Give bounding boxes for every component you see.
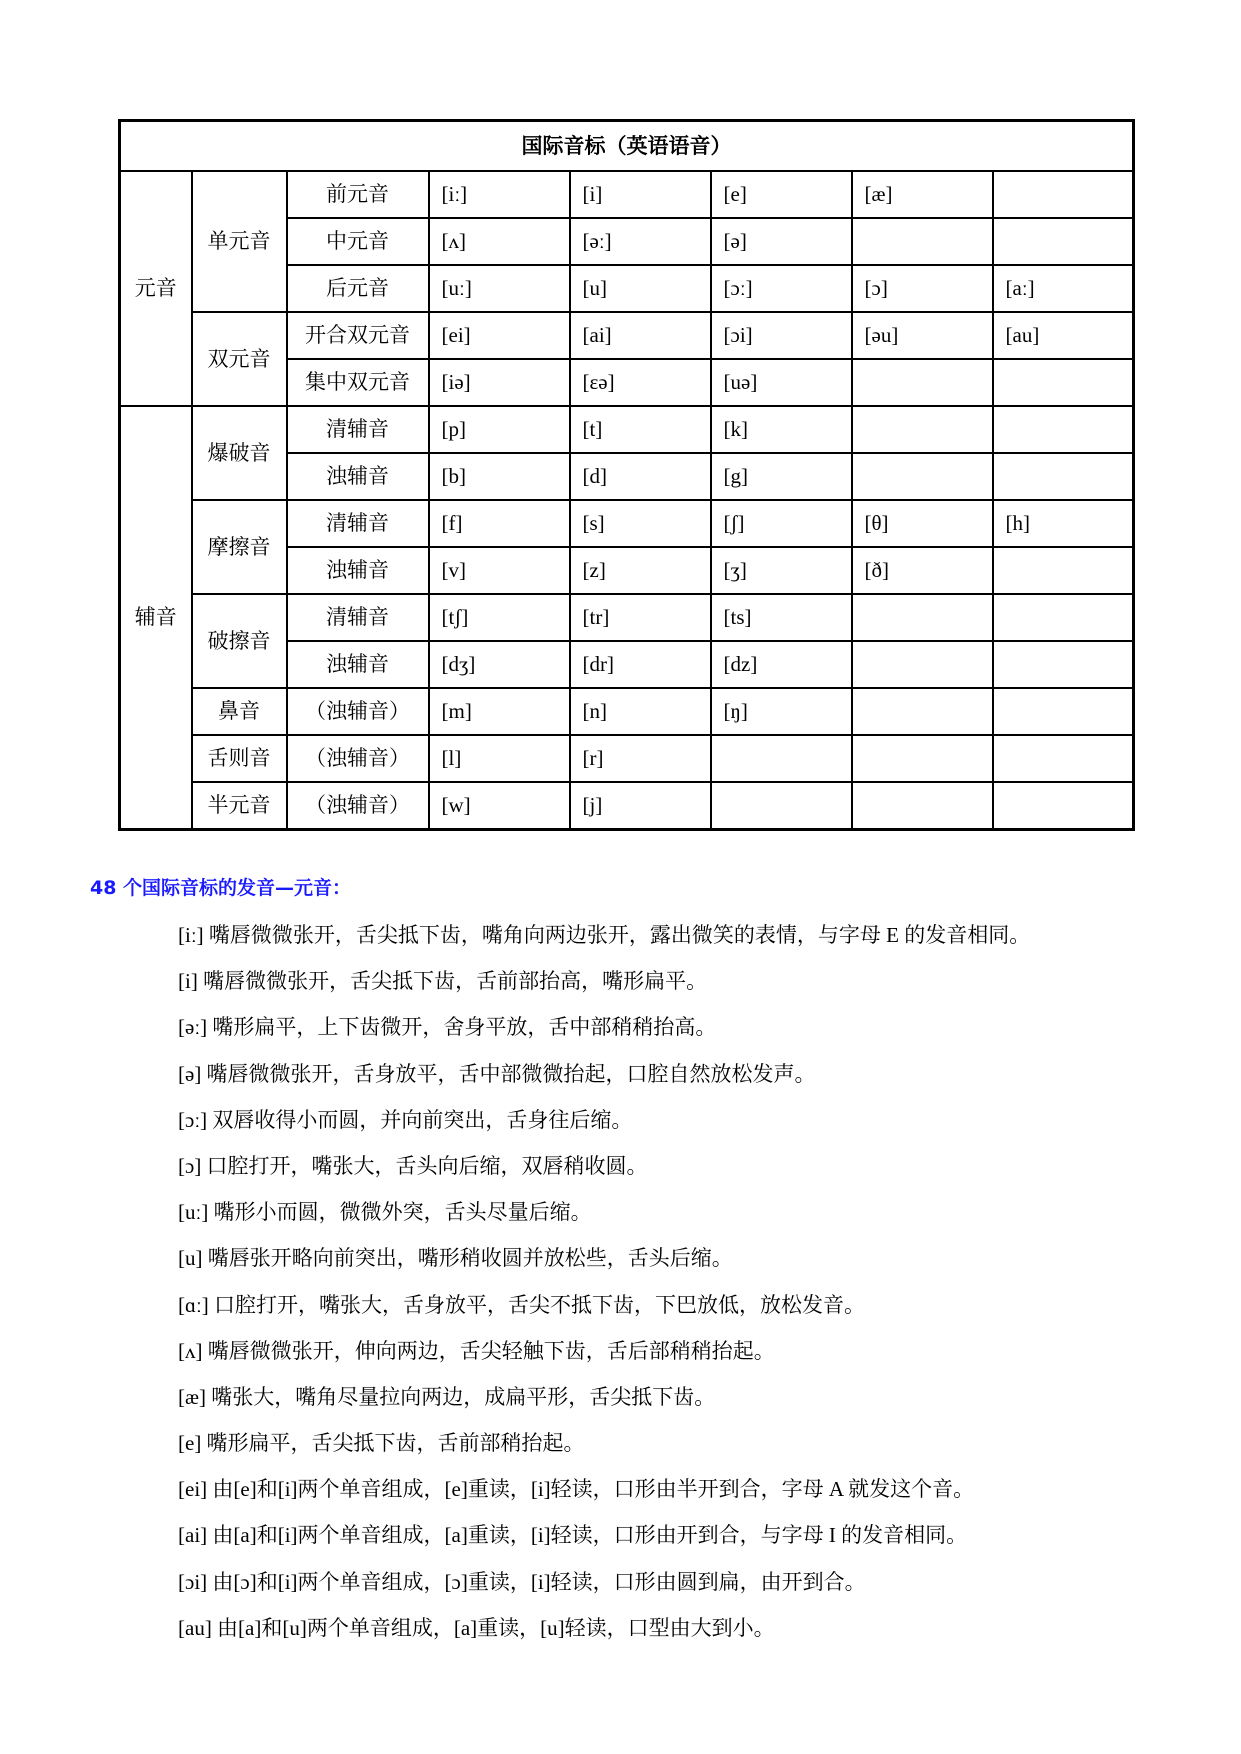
phonetic-symbol bbox=[852, 688, 993, 735]
phonetic-symbol bbox=[852, 782, 993, 830]
pronunciation-list bbox=[178, 912, 1030, 1651]
list-item: [ɔ] 口腔打开，嘴张大，舌头向后缩，双唇稍收圆。 bbox=[178, 1153, 648, 1178]
sound-type: 清辅音 bbox=[287, 406, 429, 453]
phonetic-symbol bbox=[993, 782, 1134, 830]
phonetic-symbol bbox=[852, 359, 993, 406]
phonetic-symbol bbox=[993, 547, 1134, 594]
phonetic-symbol: [h] bbox=[993, 500, 1134, 547]
phonetic-symbol: [tʃ] bbox=[429, 594, 570, 641]
table-row bbox=[120, 594, 1134, 641]
phonetic-symbol bbox=[993, 735, 1134, 782]
phonetic-symbol: [dr] bbox=[570, 641, 711, 688]
phonetic-symbol: [ɔi] bbox=[711, 312, 852, 359]
list-item: [ɔː] 双唇收得小而圆，并向前突出，舌身往后缩。 bbox=[178, 1107, 633, 1132]
sound-type: 清辅音 bbox=[287, 500, 429, 547]
group-label: 爆破音 bbox=[192, 406, 287, 500]
phonetic-symbol bbox=[993, 218, 1134, 265]
sound-type: （浊辅音） bbox=[287, 782, 429, 830]
phonetic-symbol: [i] bbox=[570, 171, 711, 218]
section-heading: 48 个国际音标的发音—元音： bbox=[90, 877, 352, 899]
list-item: [e] 嘴形扁平，舌尖抵下齿，舌前部稍抬起。 bbox=[178, 1431, 585, 1456]
sound-type: 浊辅音 bbox=[287, 547, 429, 594]
phonetic-symbol: [uə] bbox=[711, 359, 852, 406]
phonetic-symbol: [æ] bbox=[852, 171, 993, 218]
phonetic-symbol: [z] bbox=[570, 547, 711, 594]
phonetic-symbol: [ts] bbox=[711, 594, 852, 641]
list-item: [i] 嘴唇微微张开，舌尖抵下齿，舌前部抬高，嘴形扁平。 bbox=[178, 969, 708, 994]
phonetic-symbol: [m] bbox=[429, 688, 570, 735]
phonetic-symbol: [v] bbox=[429, 547, 570, 594]
sound-type: 清辅音 bbox=[287, 594, 429, 641]
group-label: 摩擦音 bbox=[192, 500, 287, 594]
phonetic-symbol bbox=[993, 641, 1134, 688]
phonetic-symbol: [ɔː] bbox=[711, 265, 852, 312]
sound-type: 浊辅音 bbox=[287, 453, 429, 500]
phonetic-symbol bbox=[993, 171, 1134, 218]
list-item: [au] 由[a]和[u]两个单音组成，[a]重读，[u]轻读，口型由大到小。 bbox=[178, 1615, 775, 1640]
phonetic-symbol bbox=[993, 688, 1134, 735]
group-label: 半元音 bbox=[192, 782, 287, 830]
phonetic-symbol: [r] bbox=[570, 735, 711, 782]
phonetic-symbol: [b] bbox=[429, 453, 570, 500]
list-item: [uː] 嘴形小而圆，微微外突，舌头尽量后缩。 bbox=[178, 1200, 592, 1225]
phonetic-symbol: [iə] bbox=[429, 359, 570, 406]
phonetic-symbol: [ð] bbox=[852, 547, 993, 594]
category-label: 辅音 bbox=[120, 406, 192, 830]
phonetic-symbol: [θ] bbox=[852, 500, 993, 547]
phonetic-symbol: [ʃ] bbox=[711, 500, 852, 547]
phonetic-symbol: [au] bbox=[993, 312, 1134, 359]
phonetic-symbol: [əː] bbox=[570, 218, 711, 265]
phonetic-symbol: [g] bbox=[711, 453, 852, 500]
sound-type: （浊辅音） bbox=[287, 735, 429, 782]
phonetic-symbol: [w] bbox=[429, 782, 570, 830]
group-label: 破擦音 bbox=[192, 594, 287, 688]
phonetic-symbol: [l] bbox=[429, 735, 570, 782]
table-row bbox=[120, 171, 1134, 218]
phonetic-symbol bbox=[852, 641, 993, 688]
phonetic-symbol: [ŋ] bbox=[711, 688, 852, 735]
phonetic-symbol: [aː] bbox=[993, 265, 1134, 312]
phonetic-symbol: [p] bbox=[429, 406, 570, 453]
phonetic-symbol: [tr] bbox=[570, 594, 711, 641]
phonetic-symbol bbox=[993, 453, 1134, 500]
phonetic-symbol: [j] bbox=[570, 782, 711, 830]
sound-type: 开合双元音 bbox=[287, 312, 429, 359]
sound-type: （浊辅音） bbox=[287, 688, 429, 735]
category-label: 元音 bbox=[120, 171, 192, 406]
phonetic-symbol bbox=[852, 453, 993, 500]
phonetic-symbol: [iː] bbox=[429, 171, 570, 218]
phonetic-symbol bbox=[711, 782, 852, 830]
group-label: 双元音 bbox=[192, 312, 287, 406]
phonetic-symbol bbox=[711, 735, 852, 782]
list-item: [əː] 嘴形扁平，上下齿微开，舍身平放，舌中部稍稍抬高。 bbox=[178, 1015, 717, 1040]
table-row bbox=[120, 312, 1134, 359]
phonetic-symbol: [u] bbox=[570, 265, 711, 312]
phonetic-symbol: [d] bbox=[570, 453, 711, 500]
phonetic-symbol bbox=[852, 406, 993, 453]
phonetic-symbol: [n] bbox=[570, 688, 711, 735]
ipa-table bbox=[118, 119, 1135, 831]
table-row bbox=[120, 735, 1134, 782]
table-row bbox=[120, 500, 1134, 547]
phonetic-symbol: [t] bbox=[570, 406, 711, 453]
list-item: [ai] 由[a]和[i]两个单音组成，[a]重读，[i]轻读，口形由开到合，与字母 I 的发音相同。 bbox=[178, 1523, 968, 1548]
phonetic-symbol: [e] bbox=[711, 171, 852, 218]
sound-type: 后元音 bbox=[287, 265, 429, 312]
group-label: 舌则音 bbox=[192, 735, 287, 782]
table-row bbox=[120, 688, 1134, 735]
sound-type: 浊辅音 bbox=[287, 641, 429, 688]
phonetic-symbol bbox=[993, 359, 1134, 406]
phonetic-symbol: [ʒ] bbox=[711, 547, 852, 594]
phonetic-symbol: [ɔ] bbox=[852, 265, 993, 312]
phonetic-symbol: [ʌ] bbox=[429, 218, 570, 265]
phonetic-symbol bbox=[993, 594, 1134, 641]
list-item: [æ] 嘴张大，嘴角尽量拉向两边，成扁平形，舌尖抵下齿。 bbox=[178, 1384, 716, 1409]
list-item: [ɑː] 口腔打开，嘴张大，舌身放平，舌尖不抵下齿，下巴放低，放松发音。 bbox=[178, 1292, 866, 1317]
list-item: [ə] 嘴唇微微张开，舌身放平，舌中部微微抬起，口腔自然放松发声。 bbox=[178, 1061, 816, 1086]
phonetic-symbol: [ei] bbox=[429, 312, 570, 359]
phonetic-symbol: [s] bbox=[570, 500, 711, 547]
phonetic-symbol bbox=[852, 735, 993, 782]
group-label: 鼻音 bbox=[192, 688, 287, 735]
table-row bbox=[120, 782, 1134, 830]
phonetic-symbol bbox=[852, 594, 993, 641]
list-item: [ɔi] 由[ɔ]和[i]两个单音组成，[ɔ]重读，[i]轻读，口形由圆到扁，由开到合。 bbox=[178, 1569, 866, 1594]
phonetic-symbol bbox=[852, 218, 993, 265]
phonetic-symbol: [ɛə] bbox=[570, 359, 711, 406]
sound-type: 集中双元音 bbox=[287, 359, 429, 406]
group-label: 单元音 bbox=[192, 171, 287, 312]
phonetic-symbol: [əu] bbox=[852, 312, 993, 359]
phonetic-symbol: [ə] bbox=[711, 218, 852, 265]
list-item: [iː] 嘴唇微微张开，舌尖抵下齿，嘴角向两边张开，露出微笑的表情，与字母 E 的发音相同。 bbox=[178, 923, 1031, 947]
phonetic-symbol: [uː] bbox=[429, 265, 570, 312]
phonetic-symbol: [ai] bbox=[570, 312, 711, 359]
phonetic-symbol bbox=[993, 406, 1134, 453]
sound-type: 中元音 bbox=[287, 218, 429, 265]
phonetic-symbol: [f] bbox=[429, 500, 570, 547]
sound-type: 前元音 bbox=[287, 171, 429, 218]
table-row bbox=[120, 406, 1134, 453]
phonetic-symbol: [dʒ] bbox=[429, 641, 570, 688]
list-item: [ʌ] 嘴唇微微张开，伸向两边，舌尖轻触下齿，舌后部稍稍抬起。 bbox=[178, 1338, 775, 1363]
phonetic-symbol: [dz] bbox=[711, 641, 852, 688]
table-title: 国际音标（英语语音） bbox=[120, 121, 1134, 172]
list-item: [ei] 由[e]和[i]两个单音组成，[e]重读，[i]轻读，口形由半开到合，字母 A 就发这个音。 bbox=[178, 1477, 975, 1502]
list-item: [u] 嘴唇张开略向前突出，嘴形稍收圆并放松些，舌头后缩。 bbox=[178, 1246, 733, 1271]
phonetic-symbol: [k] bbox=[711, 406, 852, 453]
